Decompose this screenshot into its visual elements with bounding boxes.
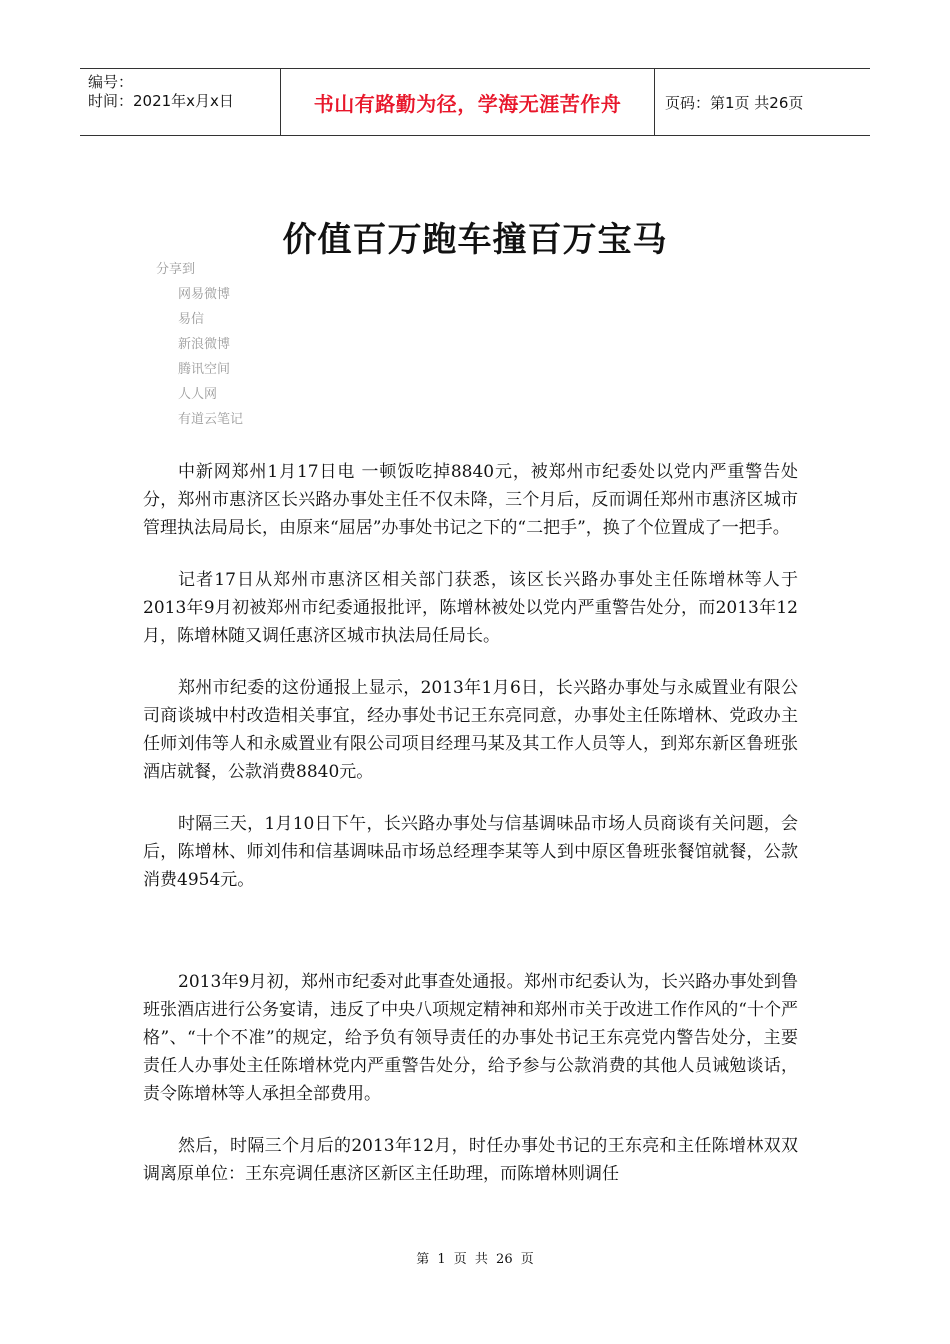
- share-item-youdao-note[interactable]: 有道云笔记: [178, 412, 244, 427]
- share-item-sina-weibo[interactable]: 新浪微博: [178, 337, 231, 352]
- header-page-info: 页码：第1页 共26页: [665, 93, 804, 112]
- header-meta: [80, 69, 281, 135]
- page-footer: 第 1 页 共 26 页: [416, 1252, 534, 1267]
- share-list: [156, 282, 243, 432]
- paragraph: 然后，时隔三个月后的2013年12月，时任办事处书记的王东亮和主任陈增林双双调离原单位：王东亮调任惠济区新区主任助理，而陈增林则调任: [143, 1136, 798, 1184]
- paragraph: 时隔三天，1月10日下午，长兴路办事处与信基调味品市场人员商谈有关问题，会后，陈增林、师刘伟和信基调味品市场总经理李某等人到中原区鲁班张餐馆就餐，公款消费4954元。: [143, 814, 798, 890]
- share-item-qzone[interactable]: 腾讯空间: [178, 362, 231, 377]
- article-body: [143, 458, 798, 1212]
- paragraph: 记者17日从郑州市惠济区相关部门获悉，该区长兴路办事处主任陈增林等人于2013年9月初被郑州市纪委通报批评，陈增林被处以党内严重警告处分，而2013年12月，陈增林随又调任惠济区城市执法局任局长。: [143, 570, 798, 646]
- doc-number: 编号：: [88, 73, 134, 91]
- paragraph: 郑州市纪委的这份通报上显示，2013年1月6日，长兴路办事处与永威置业有限公司商谈城中村改造相关事宜，经办事处书记王东亮同意，办事处主任陈增林、党政办主任师刘伟等人和永威置业有限公司项目经理马某及其工作人员等人，到郑东新区鲁班张酒店就餐，公款消费8840元。: [143, 678, 798, 782]
- article-title: 价值百万跑车撞百万宝马: [282, 220, 668, 260]
- header-motto: 书山有路勤为径，学海无涯苦作舟: [281, 69, 655, 135]
- doc-date: 时间：2021年x月x日: [88, 92, 234, 110]
- document-header: [80, 68, 870, 136]
- share-item-renren[interactable]: 人人网: [178, 387, 218, 402]
- share-heading: 分享到: [156, 262, 196, 277]
- paragraph: 中新网郑州1月17日电 一顿饭吃掉8840元，被郑州市纪委处以党内严重警告处分，郑州市惠济区长兴路办事处主任不仅未降，三个月后，反而调任郑州市惠济区城市管理执法局局长，由原来“屈居”办事处书记之下的“二把手”，换了个位置成了一把手。: [143, 462, 798, 538]
- share-item-yixin[interactable]: 易信: [178, 312, 205, 327]
- share-section: [156, 258, 243, 432]
- paragraph: 2013年9月初，郑州市纪委对此事查处通报。郑州市纪委认为，长兴路办事处到鲁班张酒店进行公务宴请，违反了中央八项规定精神和郑州市关于改进工作作风的“十个严格”、“十个不准”的规定，给予负有领导责任的办事处书记王东亮党内警告处分，主要责任人办事处主任陈增林党内严重警告处分，给予参与公款消费的其他人员诫勉谈话，责令陈增林等人承担全部费用。: [143, 972, 798, 1104]
- share-item-netease-weibo[interactable]: 网易微博: [178, 287, 231, 302]
